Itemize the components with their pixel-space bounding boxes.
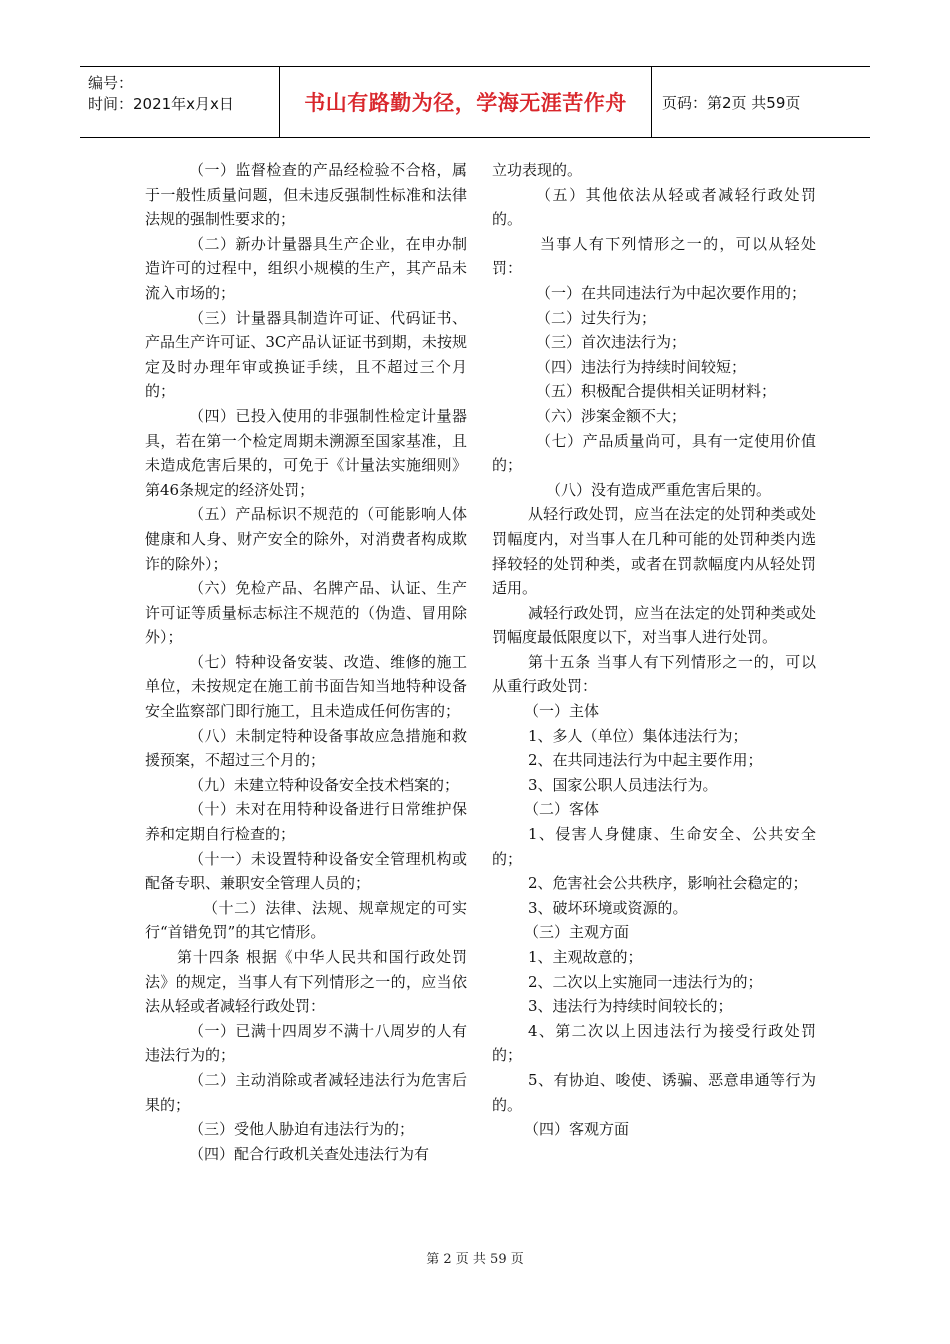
paragraph: 3、违法行为持续时间较长的； (528, 997, 733, 1016)
paragraph: （一）监督检查的产品经检验不合格，属于一般性质量问题，但未违反强制性标准和法律法规的强制性要求的； (145, 161, 467, 229)
paragraph: （十二）法律、法规、规章规定的可实行“首错免罚”的其它情形。 (145, 898, 467, 942)
right-column (492, 158, 816, 1142)
paragraph: 1、多人（单位）集体违法行为； (528, 726, 748, 745)
paragraph: （七）特种设备安装、改造、维修的施工单位，未按规定在施工前书面告知当地特种设备安全监察部门即行施工，且未造成任何伤害的； (145, 652, 467, 721)
page-header (80, 66, 870, 138)
paragraph: （五）其他依法从轻或者减轻行政处罚的。 (492, 185, 816, 229)
paragraph: （二）新办计量器具生产企业，在申办制造许可的过程中，组织小规模的生产，其产品未流入市场的； (145, 234, 467, 302)
paragraph: （二）客体 (524, 800, 600, 819)
page-info-text: 页码：第2页 共59页 (662, 93, 801, 112)
paragraph: （三）主观方面 (524, 923, 630, 942)
paragraph: （五）积极配合提供相关证明材料； (536, 382, 777, 401)
paragraph: （九）未建立特种设备安全技术档案的； (189, 775, 460, 794)
paragraph: 3、破坏环境或资源的。 (528, 898, 688, 917)
paragraph: （一）已满十四周岁不满十八周岁的人有违法行为的； (145, 1021, 467, 1065)
paragraph: 当事人有下列情形之一的，可以从轻处罚： (492, 234, 816, 278)
paragraph: （二）过失行为； (536, 308, 657, 327)
header-meta (80, 67, 280, 137)
paragraph: （八）没有造成严重危害后果的。 (546, 480, 772, 499)
paragraph: （三）计量器具制造许可证、代码证书、产品生产许可证、3C产品认证证书到期，未按规定及时办理年审或换证手续，且不超过三个月的； (145, 308, 467, 401)
paragraph: 3、国家公职人员违法行为。 (528, 775, 718, 794)
paragraph: （五）产品标识不规范的（可能影响人体健康和人身、财产安全的除外，对消费者构成欺诈的除外）； (145, 505, 467, 573)
header-motto-cell (280, 67, 652, 137)
paragraph: （一）在共同违法行为中起次要作用的； (536, 283, 807, 302)
paragraph: 减轻行政处罚，应当在法定的处罚种类或处罚幅度最低限度以下，对当事人进行处罚。 (492, 603, 816, 647)
paragraph: 4、第二次以上因违法行为接受行政处罚的； (492, 1021, 816, 1065)
paragraph: （七）产品质量尚可，具有一定使用价值的； (492, 431, 816, 475)
paragraph: （二）主动消除或者减轻违法行为危害后果的； (145, 1070, 467, 1114)
paragraph: （十）未对在用特种设备进行日常维护保养和定期自行检查的； (145, 800, 467, 844)
paragraph: （四）违法行为持续时间较短； (536, 357, 747, 376)
paragraph: 第十五条 当事人有下列情形之一的，可以从重行政处罚： (492, 652, 816, 696)
paragraph: 第十四条 根据《中华人民共和国行政处罚法》的规定，当事人有下列情形之一的，应当依法从轻或者减轻行政处罚： (145, 948, 467, 1016)
paragraph: （三）受他人胁迫有违法行为的； (189, 1120, 415, 1139)
motto-text: 书山有路勤为径，学海无涯苦作舟 (304, 91, 627, 115)
header-page-info (652, 67, 870, 137)
left-column (145, 158, 467, 1166)
paragraph: 2、二次以上实施同一违法行为的； (528, 972, 763, 991)
paragraph: 立功表现的。 (492, 161, 583, 179)
paragraph: （四）已投入使用的非强制性检定计量器具，若在第一个检定周期未溯源至国家基准，且未造成危害后果的，可免于《计量法实施细则》第46条规定的经济处罚； (145, 406, 467, 499)
page-footer: 第 2 页 共 59 页 (426, 1252, 524, 1267)
paragraph: 1、侵害人身健康、生命安全、公共安全的； (492, 825, 816, 868)
paragraph: 1、主观故意的； (528, 948, 643, 966)
paragraph: （一）主体 (524, 702, 600, 721)
date-label: 时间：2021年x月x日 (88, 95, 234, 113)
paragraph: （十一）未设置特种设备安全管理机构或配备专职、兼职安全管理人员的； (145, 849, 467, 893)
paragraph: （六）涉案金额不大； (536, 406, 687, 425)
paragraph: （四）客观方面 (524, 1120, 630, 1139)
paragraph: （四）配合行政机关查处违法行为有 (189, 1144, 430, 1163)
paragraph: （六）免检产品、名牌产品、认证、生产许可证等质量标志标注不规范的（伪造、冒用除外）； (145, 579, 467, 647)
number-label: 编号： (88, 74, 134, 92)
paragraph: 2、危害社会公共秩序，影响社会稳定的； (528, 874, 808, 893)
paragraph: 5、有协迫、唆使、诱骗、恶意串通等行为的。 (492, 1070, 816, 1114)
paragraph: （三）首次违法行为； (536, 333, 687, 352)
paragraph: 从轻行政处罚，应当在法定的处罚种类或处罚幅度内，对当事人在几种可能的处罚种类内选择较轻的处罚种类，或者在罚款幅度内从轻处罚适用。 (492, 505, 816, 598)
paragraph: 2、在共同违法行为中起主要作用； (528, 751, 763, 770)
paragraph: （八）未制定特种设备事故应急措施和救援预案，不超过三个月的； (145, 726, 467, 770)
